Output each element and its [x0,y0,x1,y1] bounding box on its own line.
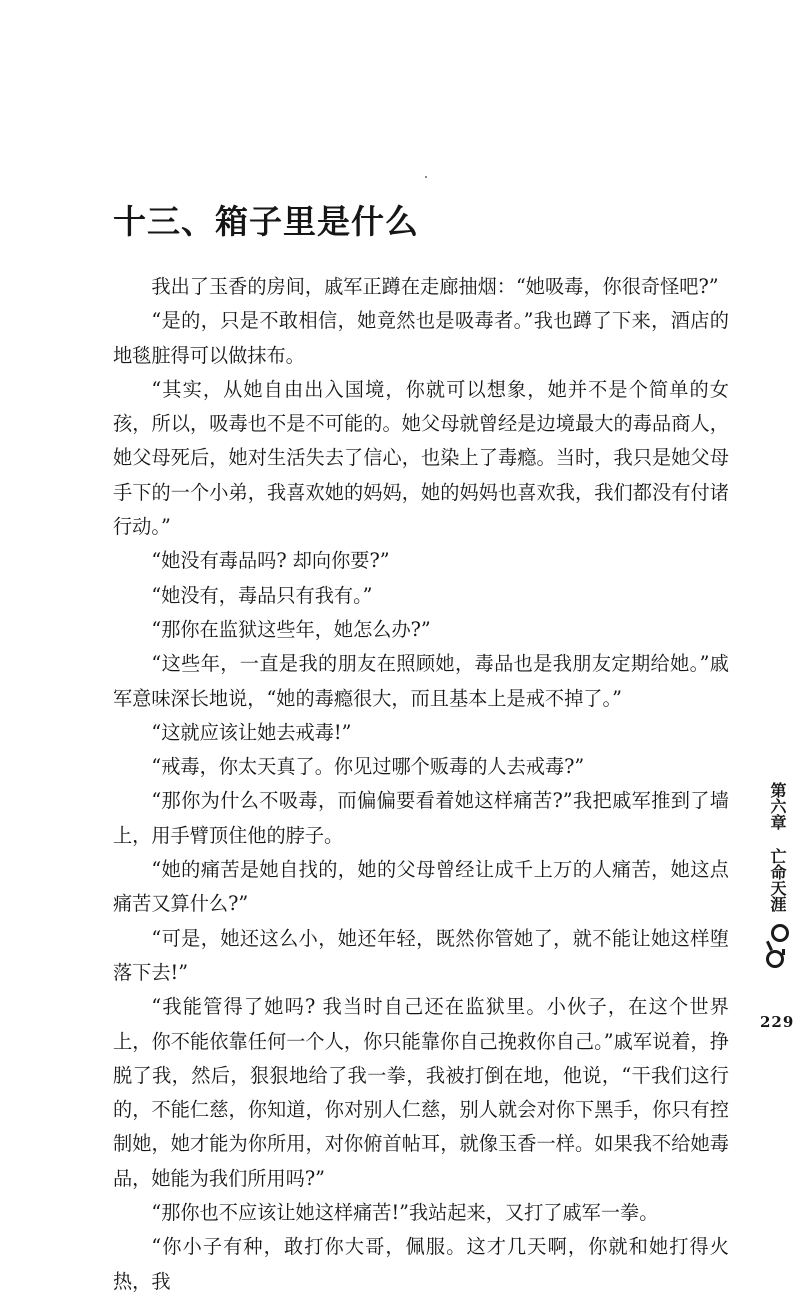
body-paragraph: “你小子有种，敢打你大哥，佩服。这才几天啊，你就和她打得火热，我 [113,1235,729,1293]
body-paragraph: 我出了玉香的房间，戚军正蹲在走廊抽烟：“她吸毒，你很奇怪吧?” [151,275,719,298]
body-text [113,270,729,1299]
body-paragraph: “戒毒，你太天真了。你见过哪个贩毒的人去戒毒?” [151,755,585,779]
body-paragraph: “那你在监狱这些年，她怎么办?” [151,617,431,641]
page-number: 229 [760,1013,795,1031]
body-paragraph: “我能管得了她吗? 我当时自己还在监狱里。小伙子，在这个世界上，你不能依靠任何一个人，你只能靠你自己挽救你自己。”戚军说着，挣脱了我，然后，狠狠地给了我一拳，我被打倒在地，他说，“干我们这行的，不能仁慈，你知道，你对别人仁慈，别人就会对你下黑手，你只有控制她，她才能为你所用，对你俯首帖耳，就像玉香一样。如果我不给她毒品，她能为我们所用吗?” [113,995,729,1190]
body-paragraph: “这就应该让她去戒毒!” [151,720,352,744]
body-paragraph: “那你为什么不吸毒，而偏偏要看着她这样痛苦?”我把戚军推到了墙上，用手臂顶住他的脖子。 [113,789,729,847]
scan-speck [425,176,427,178]
body-paragraph: “她的痛苦是她自找的，她的父母曾经让成千上万的人痛苦，她这点痛苦又算什么?” [113,858,729,916]
body-paragraph: “这些年，一直是我的朋友在照顾她，毒品也是我朋友定期给她。”戚军意味深长地说，“她的毒瘾很大，而且基本上是戒不掉了。” [113,652,729,710]
body-paragraph: “她没有，毒品只有我有。” [151,583,373,607]
chapter-title: 十三、箱子里是什么 [113,202,419,241]
body-paragraph: “她没有毒品吗? 却向你要?” [151,549,390,573]
body-paragraph: “其实，从她自由出入国境，你就可以想象，她并不是个简单的女孩，所以，吸毒也不是不可能的。她父母就曾经是边境最大的毒品商人，她父母死后，她对生活失去了信心，也染上了毒瘾。当时，我只是她父母手下的一个小弟，我喜欢她的妈妈，她的妈妈也喜欢我，我们都没有付诸行动。” [113,377,729,539]
side-tab [762,782,792,970]
body-paragraph: “是的，只是不敢相信，她竟然也是吸毒者。”我也蹲了下来，酒店的地毯脏得可以做抹布。 [113,309,729,367]
side-section-label: 亡命天涯 [768,848,787,912]
body-paragraph: “可是，她还这么小，她还年轻，既然你管她了，就不能让她这样堕落下去!” [113,926,729,984]
side-chapter-label: 第六章 [768,782,787,830]
handcuff-icon [764,922,790,970]
body-paragraph: “那你也不应该让她这样痛苦!”我站起来，又打了戚军一拳。 [151,1201,659,1225]
